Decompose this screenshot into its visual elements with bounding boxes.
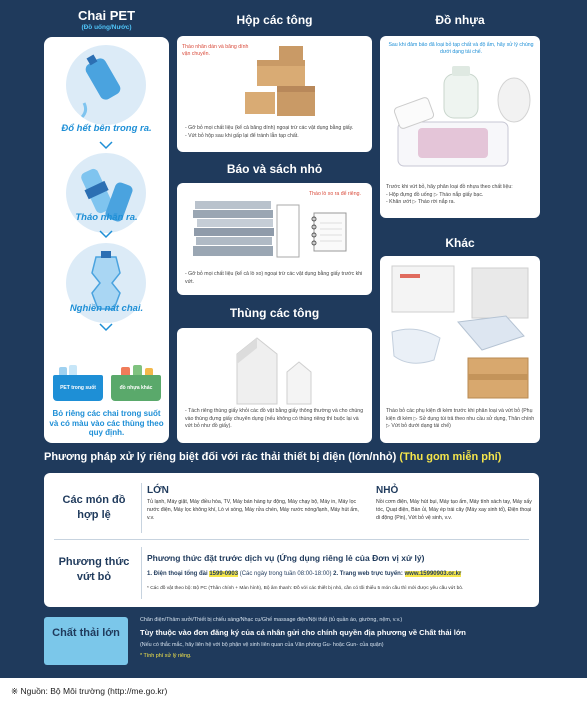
recycling-bins	[51, 365, 163, 401]
phone-number[interactable]: 1599-0903	[209, 571, 239, 577]
free-collection-label: (Thu gom miễn phí)	[399, 451, 502, 463]
newspaper-stack-illustration	[191, 191, 301, 261]
eligible-items-label: Các món đồ hợp lệ	[62, 494, 126, 521]
plastics-note: Sau khi đảm bảo đã loại bỏ tạp chất và độ ẩm, hãy xử lý chúng dưới dạng tái chế.	[388, 42, 534, 56]
cartons-card	[177, 328, 372, 443]
source-note: ※ Nguồn: Bộ Môi trường (http://me.go.kr)	[11, 686, 168, 696]
boxes-note: Tháo nhãn dán và băng dính vận chuyển.	[182, 44, 249, 58]
spiral-notebook-illustration	[310, 211, 350, 253]
plastics-illustration	[390, 62, 534, 174]
method-footnote: * Các đồ vật theo bộ: Bộ PC (Thân chính + Màn hình), Bộ âm thanh: Đồ với các thiết bị nhỏ, cần có tối thiểu 5 món cầu thì mới được yêu cầu vứt bỏ.	[147, 586, 464, 591]
others-title: Khác	[445, 236, 475, 250]
cartons-title: Thùng các tông	[229, 306, 320, 320]
boxes-instructions	[185, 125, 365, 140]
pet-final-instruction: Bỏ riêng các chai trong suốt và có màu vào các thùng theo quy định.	[49, 409, 164, 438]
large-items-text: Tủ lạnh, Máy giặt, Máy điều hòa, TV, Máy bán hàng tự động, Máy chạy bộ, Máy in, Máy lọc nước điện, Máy lọc không khí, Lò vi sóng, Máy rửa chén, Máy nước nóng/lạnh, Máy hút ẩm, v.v.	[147, 499, 359, 521]
carton-illustration	[227, 334, 327, 406]
large-waste-fee: * Tính phí xử lý riêng.	[140, 653, 192, 659]
boxes-bullet: - Gỡ bỏ mọi chất liệu (kể cả băng dính) ngoại trừ các vật dụng bằng giấy.	[185, 125, 354, 131]
bin-other-plastics: đồ nhựa khác	[111, 375, 161, 401]
boxes-card	[177, 36, 372, 152]
bin-clear-pet: PET trong suốt	[53, 375, 103, 401]
newspapers-bullet: - Gỡ bỏ mọi chất liệu (kể cả lò xo) ngoại trừ các vật dụng bằng giấy trước khi vứt.	[185, 271, 363, 285]
web-label: 2. Trang web trực tuyến:	[333, 571, 403, 577]
newspapers-title: Báo và sách nhỏ	[226, 162, 323, 176]
newspapers-note: Tháo lò xo ra để riêng.	[309, 191, 361, 197]
phone-label: 1. Điện thoại tổng đài	[147, 571, 208, 577]
pet-card	[44, 37, 169, 443]
large-waste-row	[44, 613, 539, 673]
plastics-bullet: - Khăn ướt ▷ Tháo rời nắp ra.	[386, 199, 455, 206]
others-illustration	[386, 262, 534, 402]
plastics-bullet: Trước khi vứt bỏ, hãy phân loại đồ nhựa theo chất liệu:	[386, 184, 513, 190]
pet-subtitle: (Đồ uống/Nước)	[81, 24, 132, 31]
method-card	[44, 473, 539, 607]
small-items-text: Nồi cơm điện, Máy hút bụi, Máy tạo ẩm, Máy tính xách tay, Máy sấy tóc, Quạt điện, Bàn ủi, Máy ép trái cây (Máy xay sinh tố), Điện thoại di động (Pin), Vứt bỏ vệ sinh, v.v.	[376, 499, 532, 521]
pour-bottle-illustration	[66, 45, 146, 125]
others-bullet: Tháo bỏ các phụ kiện đi kèm trước khi phân loại và vứt bỏ (Phụ kiện đi kèm ▷ Sử dụng túi trả theo nhu cầu sử dụng, Thân chính ▷ Vứt bỏ dưới dạng tái chế)	[386, 408, 535, 430]
step-label-remove: Tháo nhãn ra.	[75, 212, 138, 223]
disposal-method-label: Phương thức vứt bỏ	[58, 556, 130, 583]
divider	[54, 539, 529, 540]
boxes-bullet: - Vứt bỏ hộp sau khi gấp lại để tránh lẫn tạp chất.	[185, 132, 299, 139]
pet-title: Chai PET	[77, 8, 136, 23]
method-title-text: Phương pháp xử lý riêng biệt đối với rác thải thiết bị điện (lớn/nhỏ)	[44, 451, 397, 463]
boxes-illustration	[239, 42, 329, 120]
pet-header	[44, 8, 169, 31]
large-waste-sub: (Nếu có thắc mắc, hãy liên hệ với bộ phận vệ sinh liên quan của Văn phòng Gu- hoặc Gun- của quận)	[140, 642, 384, 648]
large-waste-main: Tùy thuộc vào đơn đăng ký của cá nhân gửi cho chính quyền địa phương về Chất thải lớn	[140, 628, 466, 637]
contact-line	[147, 571, 461, 577]
plastics-bullet: - Hộp đựng đồ uống ▷ Tháo nắp giấy bạc.	[386, 191, 484, 198]
phone-hours: (Các ngày trong tuần 08:00-18:00)	[239, 571, 332, 577]
chevron-down-icon	[99, 141, 113, 150]
reservation-heading: Phương thức đặt trước dịch vụ (Ứng dụng riêng lẻ của Đơn vị xử lý)	[147, 553, 425, 563]
step-empty-label: Đổ hết bên trong ra.	[61, 123, 152, 134]
large-waste-label: Chất thải lớn	[44, 617, 128, 665]
plastics-instructions	[386, 184, 538, 207]
large-waste-items: Chân điện/Thảm sưởi/Thiết bị chiếu sáng/Nhạc cụ/Ghế massage điện/Nội thất (tủ quần áo, giường, nệm, v.v.)	[140, 617, 403, 623]
boxes-title: Hộp các tông	[236, 13, 313, 27]
newspapers-card	[177, 183, 372, 295]
chevron-down-icon	[99, 230, 113, 239]
cartons-bullet: - Tách riêng thùng giấy khỏi các đồ vật bằng giấy thông thường và cho chúng vào thùng đựng giấy chuyên dụng (nếu không có thùng riêng thì buộc lại và vứt bỏ như đồ giấy).	[185, 408, 364, 430]
others-card	[380, 256, 540, 443]
method-title	[44, 451, 544, 463]
web-link[interactable]: www.15990903.or.kr	[404, 571, 462, 577]
divider	[141, 547, 142, 599]
divider	[141, 483, 142, 533]
step-crush-label: Nghiền nát chai.	[69, 303, 144, 314]
plastics-card	[380, 36, 540, 218]
chevron-down-icon	[99, 323, 113, 332]
small-items-heading: NHỎ	[376, 485, 399, 496]
large-items-heading: LỚN	[147, 485, 169, 496]
plastics-title: Đồ nhựa	[435, 13, 485, 27]
